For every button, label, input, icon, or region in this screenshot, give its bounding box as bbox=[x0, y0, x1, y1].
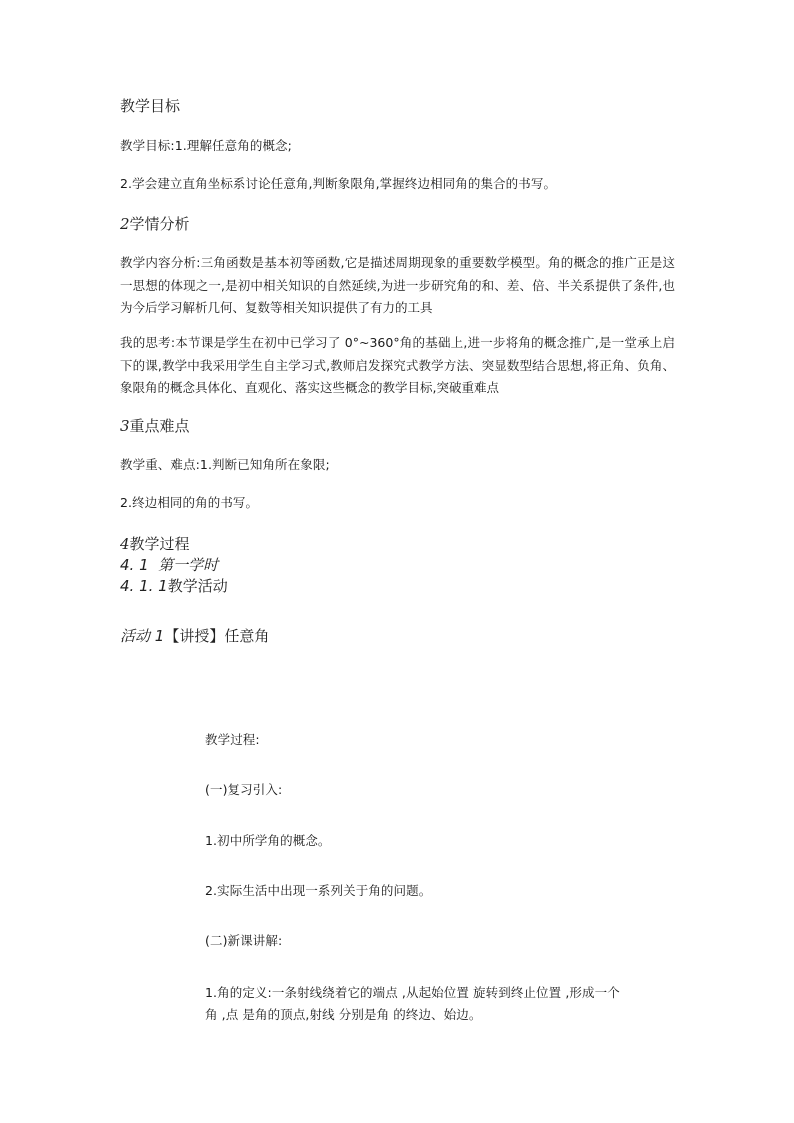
section-number: 4 bbox=[120, 535, 130, 553]
process-title: 教学过程: bbox=[205, 732, 260, 747]
analysis-paragraph-2: 我的思考:本节课是学生在初中已学习了 0°~360°角的基础上,进一步将角的概念推广,是一堂承上启下的课,教学中我采用学生自主学习式,教师启发探究式教学方法、突显数型结合思想,将正角、负角、象限角的概念具体化、直观化、落实这些概念的教学目标,突破重难点 bbox=[120, 335, 675, 395]
section-heading-analysis bbox=[120, 217, 190, 232]
key-points-line-1: 教学重、难点:1.判断已知角所在象限; bbox=[120, 457, 330, 472]
angle-definition-line-1: 1.角的定义:一条射线绕着它的端点 ,从起始位置 旋转到终止位置 ,形成一个 bbox=[205, 985, 620, 1000]
angle-definition-line-2: 角 ,点 是角的顶点,射线 分别是角 的终边、始边。 bbox=[205, 1007, 482, 1022]
process-part-2: (二)新课讲解: bbox=[205, 933, 283, 948]
activity-title: 【讲授】任意角 bbox=[164, 627, 270, 645]
subsection-title: 第一学时 bbox=[158, 556, 219, 574]
objectives-line-1: 教学目标:1.理解任意角的概念; bbox=[120, 138, 292, 153]
subsection-number: 4. 1. 1 bbox=[120, 577, 168, 595]
section-heading-process bbox=[120, 537, 190, 552]
section-title: 学情分析 bbox=[129, 215, 190, 233]
section-title: 重点难点 bbox=[129, 417, 190, 435]
subsection-number: 4. 1 bbox=[120, 556, 149, 574]
subsection-title: 教学活动 bbox=[167, 577, 228, 595]
section-number: 2 bbox=[120, 215, 130, 233]
subsection-4-1 bbox=[120, 558, 218, 573]
analysis-paragraph-1: 教学内容分析:三角函数是基本初等函数,它是描述周期现象的重要数学模型。角的概念的推广正是这一思想的体现之一,是初中相关知识的自然延续,为进一步研究角的和、差、倍、半关系提供了条件,也为今后学习解析几何、复数等相关知识提供了有力的工具 bbox=[120, 255, 675, 315]
objectives-line-2: 2.学会建立直角坐标系讨论任意角,判断象限角,掌握终边相同角的集合的书写。 bbox=[120, 176, 557, 191]
section-heading-key-points bbox=[120, 419, 190, 434]
process-item-2: 2.实际生活中出现一系列关于角的问题。 bbox=[205, 883, 432, 898]
section-number: 3 bbox=[120, 417, 130, 435]
section-heading-objectives: 教学目标 bbox=[120, 97, 181, 115]
subsection-4-1-1 bbox=[120, 579, 228, 594]
activity-heading bbox=[120, 629, 269, 644]
section-title: 教学过程 bbox=[129, 535, 190, 553]
process-part-1: (一)复习引入: bbox=[205, 782, 283, 797]
key-points-line-2: 2.终边相同的角的书写。 bbox=[120, 495, 259, 510]
activity-number: 活动 1 bbox=[120, 627, 165, 645]
process-item-1: 1.初中所学角的概念。 bbox=[205, 833, 331, 848]
